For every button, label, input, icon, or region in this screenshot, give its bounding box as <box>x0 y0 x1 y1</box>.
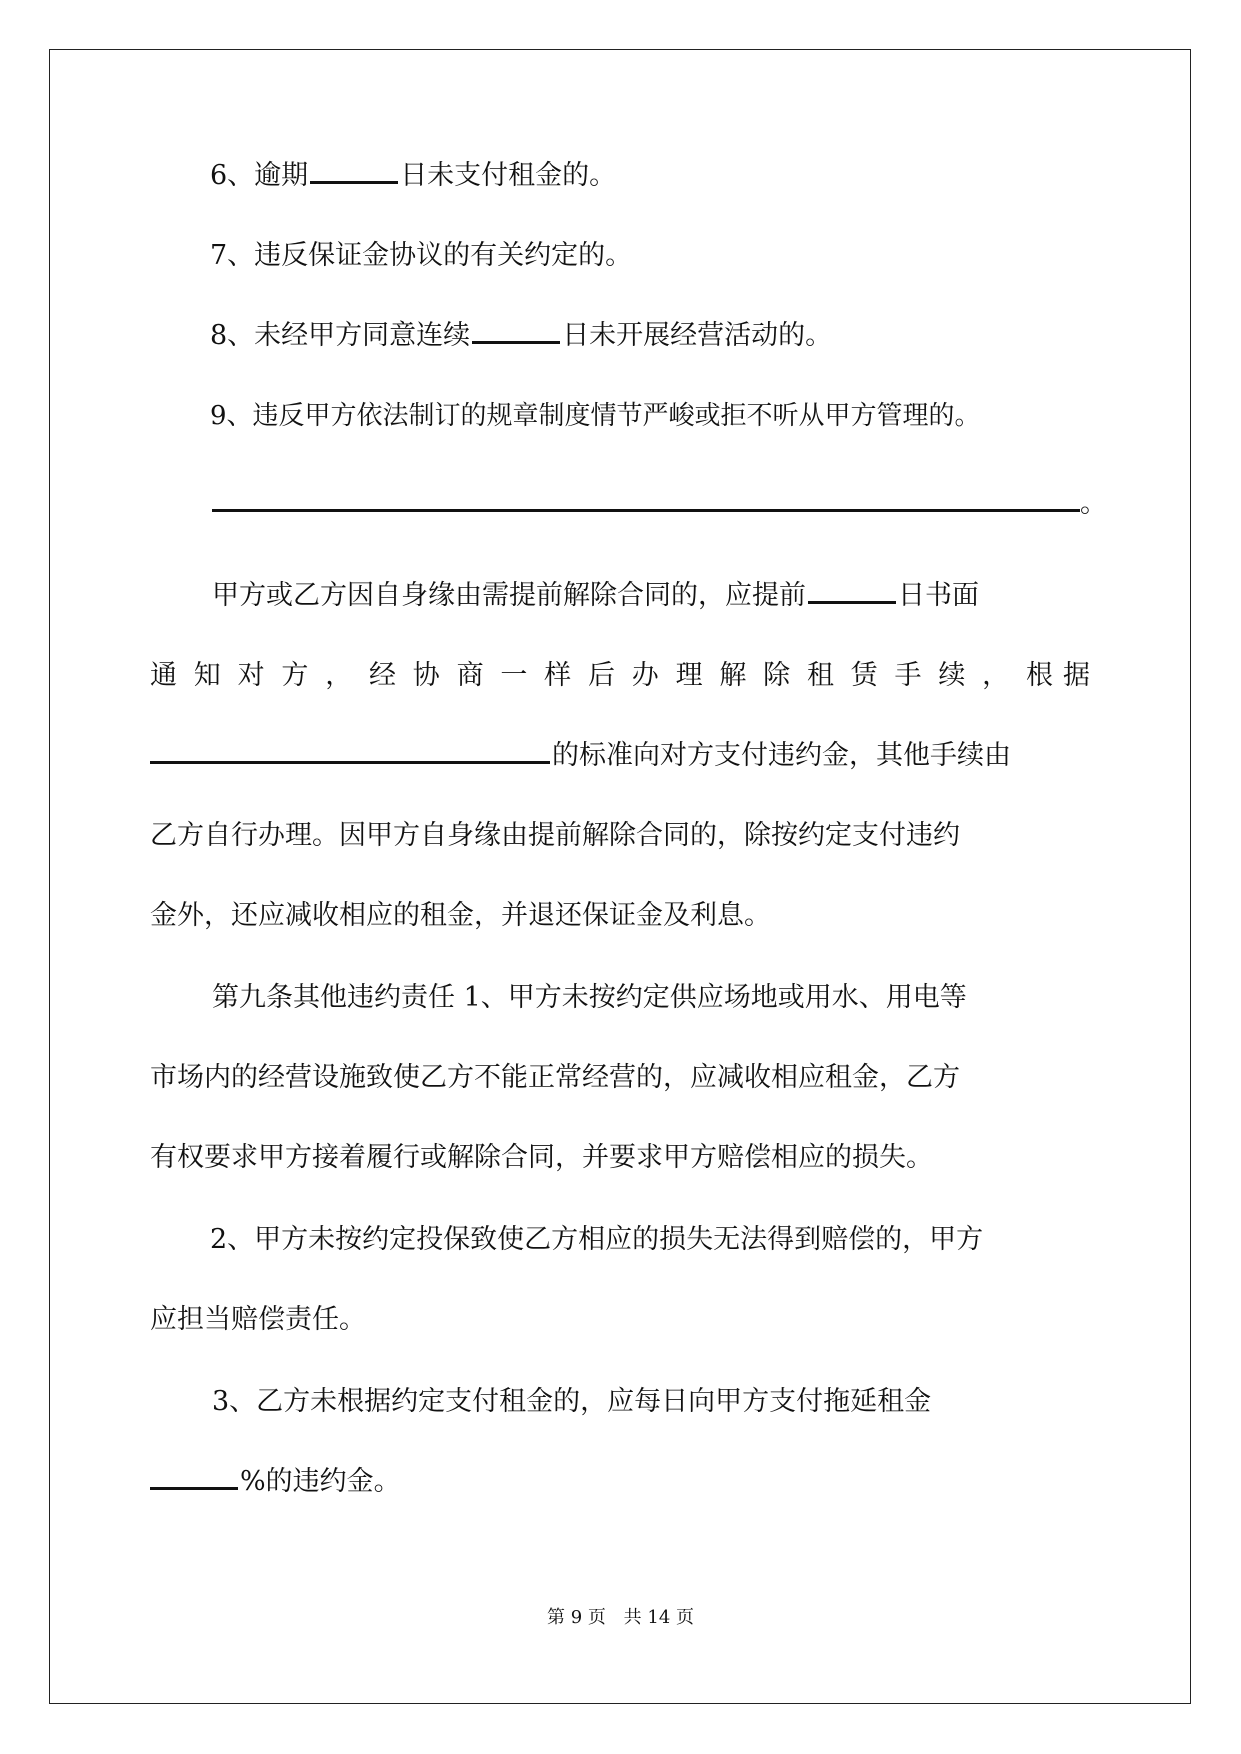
char: 根 <box>1025 660 1053 691</box>
char: 样 <box>544 660 572 691</box>
termination-para-line-1 <box>212 578 979 614</box>
clause-9-text: 9、违反甲方依法制订的规章制度情节严峻或拒不听从甲方管理的。 <box>210 401 981 431</box>
char: 除 <box>763 660 791 691</box>
char: 租 <box>806 660 834 691</box>
char: 协 <box>412 660 440 691</box>
char: 据 <box>1062 660 1090 691</box>
page-border <box>49 49 1191 1704</box>
clause-8-text-b: 日未开展经营活动的。 <box>562 320 833 351</box>
clause-7-text: 7、违反保证金协议的有关约定的。 <box>210 240 633 271</box>
clause-6 <box>210 158 616 194</box>
article-9-item-2-text-a: 2、甲方未按约定投保致使乙方相应的损失无法得到赔偿的，甲方 <box>210 1224 984 1255</box>
article-9-item-3-text-a: 3、乙方未根据约定支付租金的，应每日向甲方支付拖延租金 <box>212 1386 932 1417</box>
blank-field <box>808 579 896 604</box>
char: 理 <box>675 660 703 691</box>
char: 商 <box>456 660 484 691</box>
article-9-item-2-line-2 <box>150 1302 366 1338</box>
blank-field-medium <box>150 739 550 764</box>
char: 知 <box>193 660 221 691</box>
clause-6-text-a: 6、逾期 <box>210 160 309 191</box>
char: 赁 <box>850 660 878 691</box>
termination-para-line-3 <box>150 738 1011 774</box>
char: 经 <box>368 660 396 691</box>
char: ， <box>325 660 353 691</box>
article-9-item-3-line-1 <box>212 1384 931 1420</box>
article-9-text-a: 第九条其他违约责任 1、甲方未按约定供应场地或用水、用电等 <box>212 982 967 1013</box>
termination-para-line-5 <box>150 898 771 934</box>
article-9-item-3-text-b: %的违约金。 <box>240 1466 401 1497</box>
article-9-item-3-line-2 <box>150 1464 401 1500</box>
clause-8 <box>210 318 832 354</box>
article-9-text-b: 市场内的经营设施致使乙方不能正常经营的，应减收相应租金，乙方 <box>150 1062 960 1093</box>
article-9-text-c: 有权要求甲方接着履行或解除合同，并要求甲方赔偿相应的损失。 <box>150 1142 933 1173</box>
termination-para-line-2 <box>150 658 1090 694</box>
page-total: 共 14 页 <box>623 1607 694 1628</box>
page-number: 第 9 页 <box>547 1607 606 1628</box>
char: 解 <box>719 660 747 691</box>
clause-8-text-a: 8、未经甲方同意连续 <box>210 320 471 351</box>
article-9-item-2-text-b: 应担当赔偿责任。 <box>150 1304 366 1335</box>
clause-10-end: 。 <box>1080 488 1107 519</box>
clause-10-blank-line <box>212 486 1107 522</box>
char: 办 <box>631 660 659 691</box>
termination-text-b: 日书面 <box>898 580 979 611</box>
article-9-item-2-line-1 <box>210 1222 983 1258</box>
clause-6-text-b: 日未支付租金的。 <box>400 160 617 191</box>
article-9-line-2 <box>150 1060 960 1096</box>
char: ， <box>982 660 1010 691</box>
char: 后 <box>587 660 615 691</box>
char: 手 <box>894 660 922 691</box>
clause-7 <box>210 238 632 274</box>
char: 续 <box>938 660 966 691</box>
termination-text-d: 乙方自行办理。因甲方自身缘由提前解除合同的，除按约定支付违约 <box>150 820 960 851</box>
char: 方 <box>281 660 309 691</box>
char: 对 <box>237 660 265 691</box>
blank-field <box>472 319 560 344</box>
char: 一 <box>500 660 528 691</box>
char: 通 <box>150 660 177 691</box>
termination-para-line-4 <box>150 818 960 854</box>
blank-field <box>310 159 398 184</box>
article-9-line-1 <box>212 980 967 1016</box>
termination-text-a: 甲方或乙方因自身缘由需提前解除合同的，应提前 <box>212 580 806 611</box>
article-9-line-3 <box>150 1140 933 1176</box>
blank-field-long <box>212 487 1080 512</box>
clause-9 <box>210 398 981 434</box>
blank-field <box>150 1465 238 1490</box>
page-footer <box>0 1606 1241 1630</box>
termination-text-c: 的标准向对方支付违约金，其他手续由 <box>552 740 1011 771</box>
termination-text-e: 金外，还应减收相应的租金，并退还保证金及利息。 <box>150 900 771 931</box>
